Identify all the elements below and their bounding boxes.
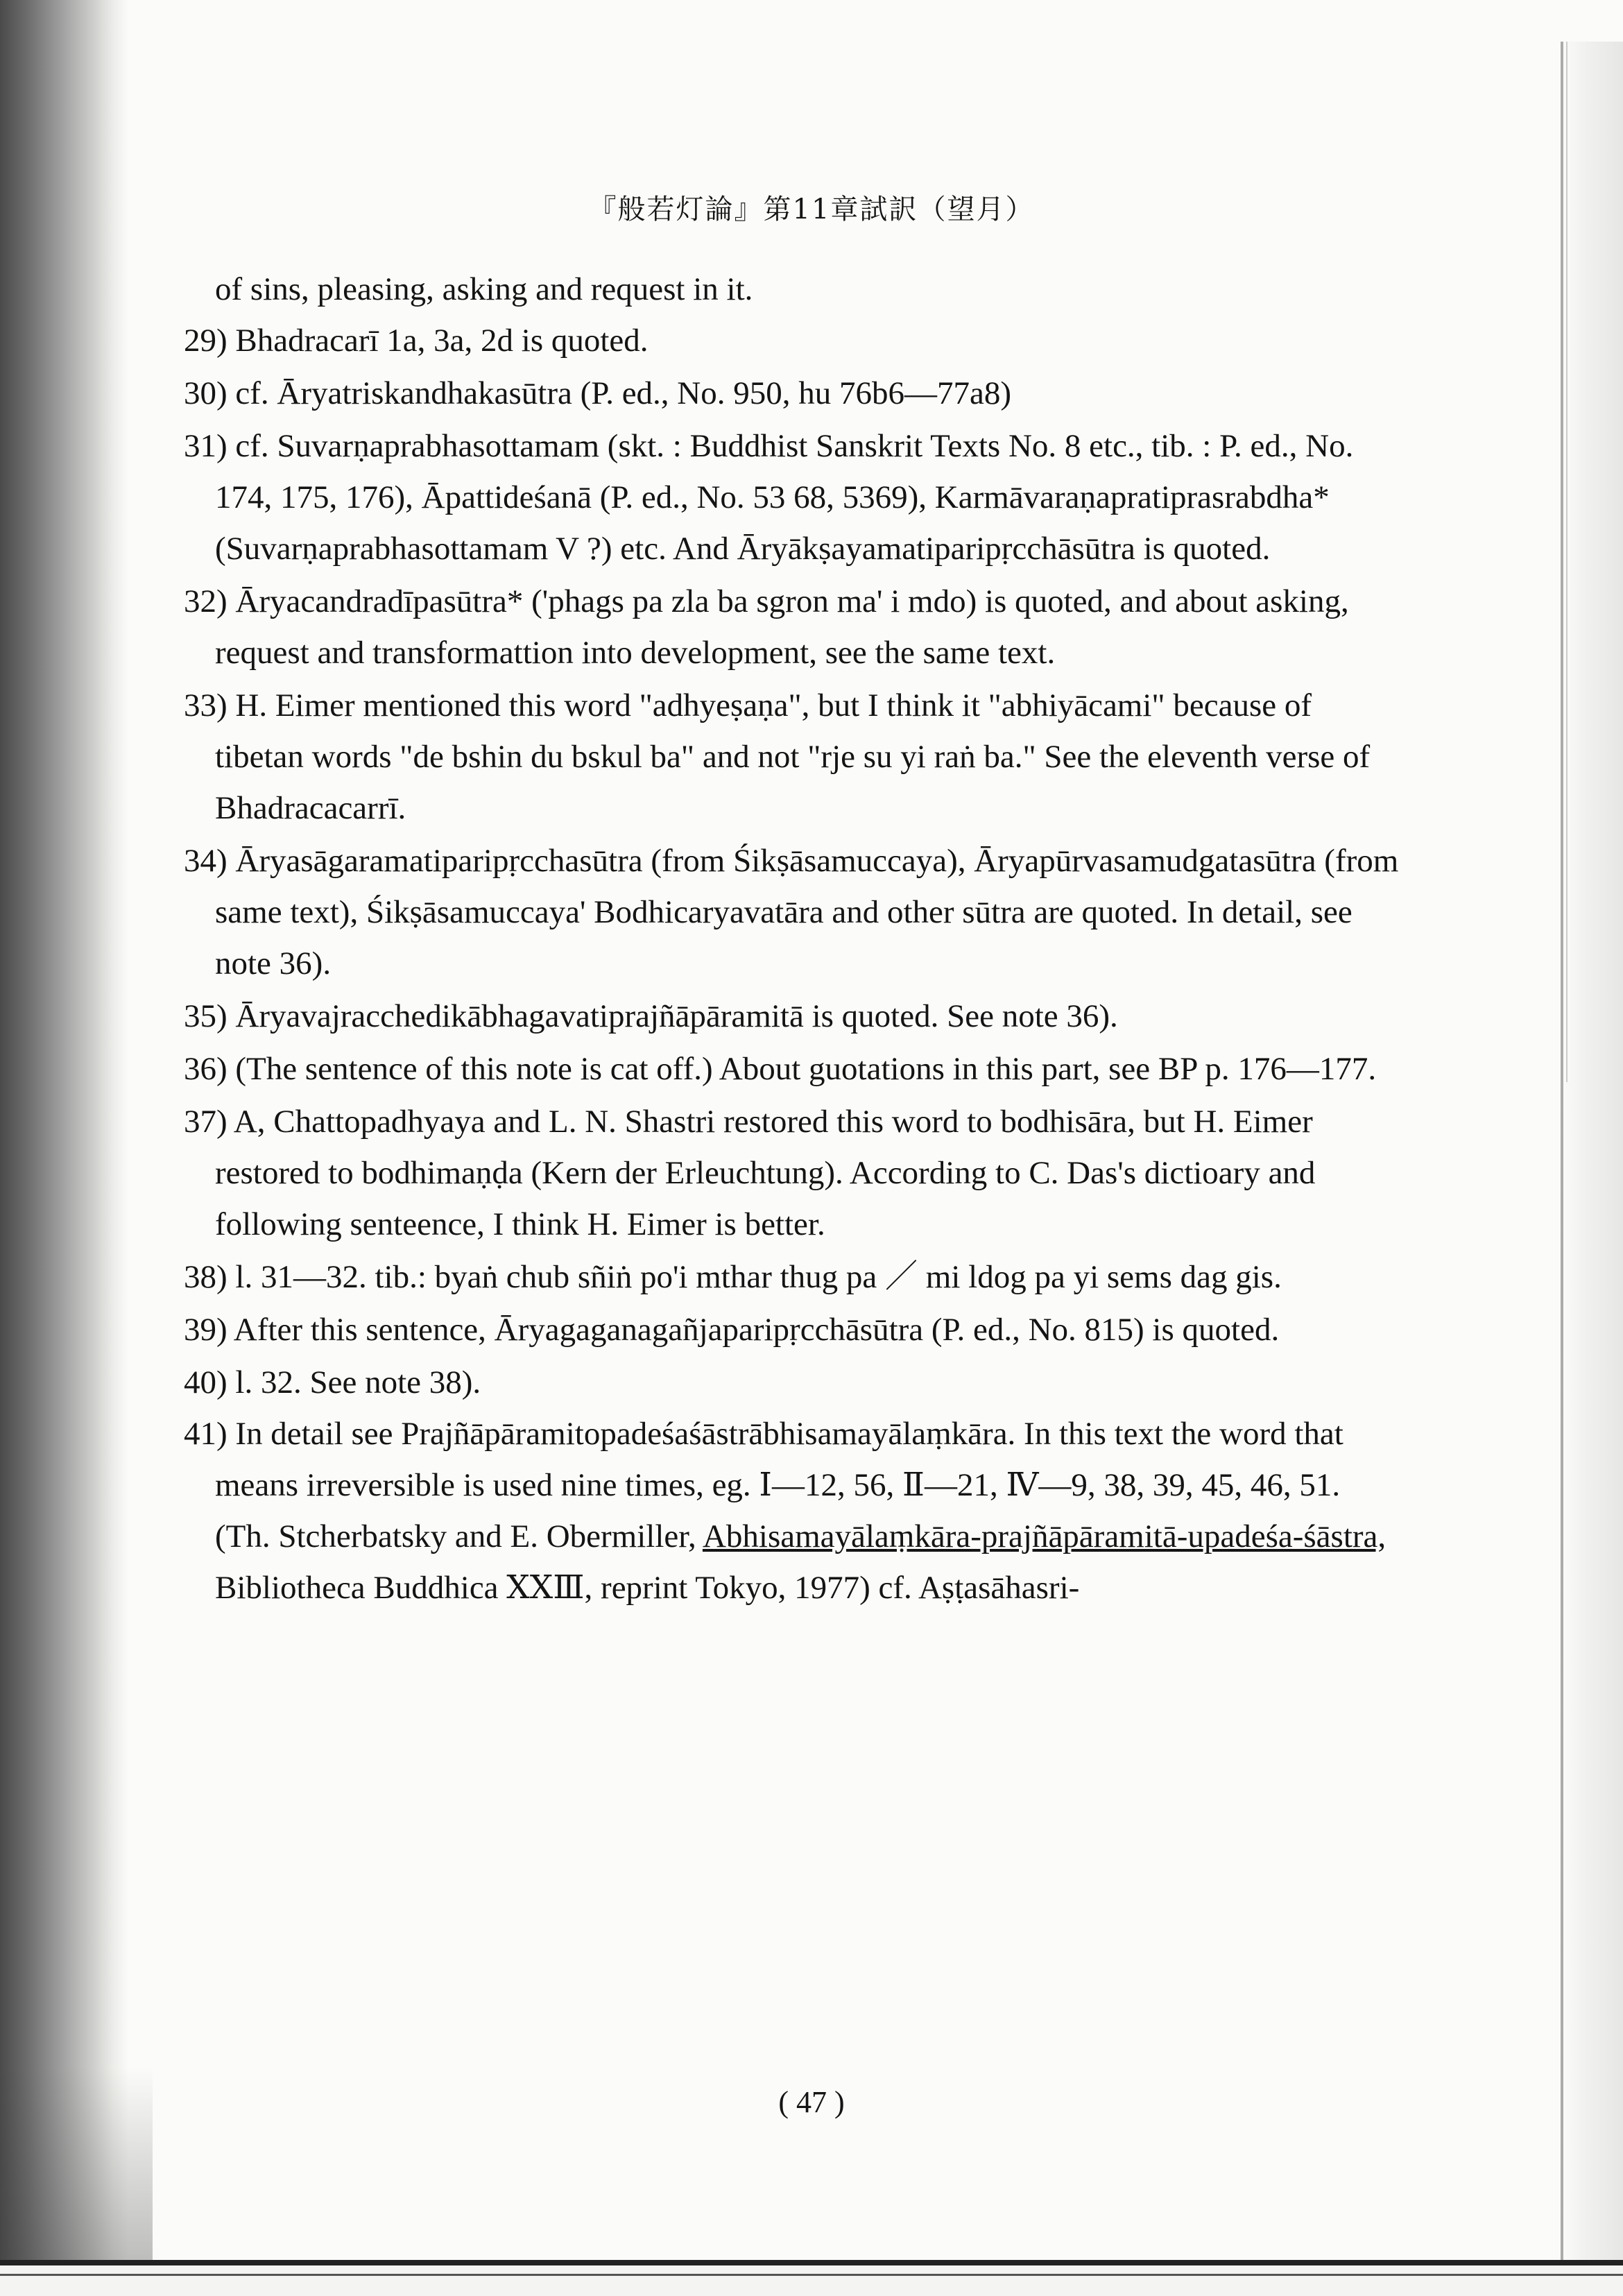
note-41-text-after: Bibliotheca Buddhica ⅩⅩⅢ, reprint Tokyo, 1977) cf. Aṣṭasāhasri- <box>215 1570 1080 1606</box>
note-item: 38) l. 31—32. tib.: byaṅ chub sñiṅ po'i mthar thug pa ／ mi ldog pa yi sems dag gis. <box>184 1259 1282 1295</box>
bottom-scan-line <box>0 2274 1623 2276</box>
note-item: 35) Āryavajracchedikābhagavatiprajñāpāramitā is quoted. See note 36). <box>184 998 1118 1034</box>
note-41-book-title: Abhisamayālaṃkāra-prajñāpāramitā-upadeśa-śāstra, <box>702 1518 1386 1554</box>
notes-list <box>184 315 1401 1408</box>
note-41 <box>184 1408 1401 1613</box>
right-scan-line <box>1561 42 1563 2261</box>
note-item: 30) cf. Āryatriskandhakasūtra (P. ed., No. 950, hu 76b6—77a8) <box>184 375 1012 411</box>
note-item: 39) After this sentence, Āryagaganagañjaparipṛcchāsūtra (P. ed., No. 815) is quoted. <box>184 1312 1280 1348</box>
page-number: ( 47 ) <box>778 2085 845 2119</box>
running-header: 『般若灯論』第11章試訳（望月） <box>588 194 1035 225</box>
note-41-text-before: 41) In detail see Prajñāpāramitopadeśaśāstrābhisamayālaṃkāra. In this text the word that means irreversible is used nine times, eg. Ⅰ—12, 56, Ⅱ—21, Ⅳ—9, 38, 39, 45, 46, 51. (Th. Stcherbatsky and E. Obermiller, <box>184 1416 1343 1554</box>
note-item: 34) Āryasāgaramatiparipṛcchasūtra (from Śikṣāsamuccaya), Āryapūrvasamudgatasūtra (from same text), Śikṣāsamuccaya' Bodhicaryavatāra and other sūtra are quoted. In detail, see note 36). <box>184 843 1399 982</box>
note-item: 37) A, Chattopadhyaya and L. N. Shastri restored this word to bodhisāra, but H. Eimer restored to bodhimaṇḍa (Kern der Erleuchtung). According to C. Das's dictioary and following senteence, I think H. Eimer is better. <box>184 1104 1316 1242</box>
right-page-edge <box>1561 42 1623 2261</box>
bottom-scan-band <box>0 2265 1623 2296</box>
notes-body <box>184 264 1401 1613</box>
note-item: 40) l. 32. See note 38). <box>184 1364 481 1400</box>
note-item: 31) cf. Suvarṇaprabhasottamam (skt. : Buddhist Sanskrit Texts No. 8 etc., tib. : P. ed., No. 174, 175, 176), Āpattideśanā (P. ed., No. 53 68, 5369), Karmāvaraṇapratiprasrabdha* (Suvarṇaprabhasottamam V ?) etc. And Āryākṣayamatiparipṛcchāsūtra is quoted. <box>184 428 1354 567</box>
note-item: 29) Bhadracarī 1a, 3a, 2d is quoted. <box>184 323 649 359</box>
note-item: 32) Āryacandradīpasūtra* ('phags pa zla ba sgron ma' i mdo) is quoted, and about asking, request and transformattion into development, see the same text. <box>184 583 1349 671</box>
binding-shadow <box>0 0 128 2261</box>
note-item: 36) (The sentence of this note is cat off.) About guotations in this part, see BP p. 176—177. <box>184 1051 1377 1087</box>
continuation-text: of sins, pleasing, asking and request in it. <box>215 271 753 307</box>
bottom-scan-border <box>0 2260 1623 2265</box>
note-item: 33) H. Eimer mentioned this word "adhyeṣaṇa", but I think it "abhiyācami" because of tibetan words "de bshin du bskul ba" and not "rje su yi raṅ ba." See the eleventh verse of Bhadracacarrī. <box>184 687 1371 826</box>
